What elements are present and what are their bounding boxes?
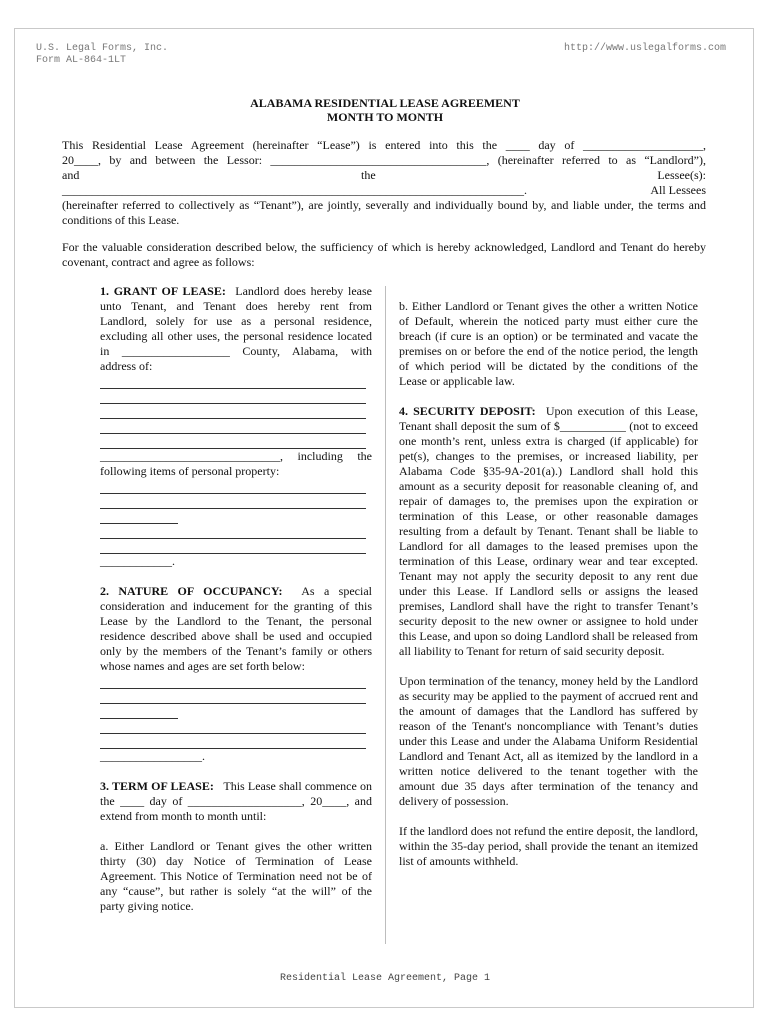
- right-column: [399, 299, 698, 869]
- header-url[interactable]: http://www.uslegalforms.com: [563, 43, 726, 54]
- left-column: [100, 284, 372, 914]
- intro-the: the: [361, 168, 376, 182]
- occupant-line: [100, 689, 366, 704]
- address-line: [100, 434, 366, 449]
- section-1-heading: 1. GRANT OF LEASE:: [100, 284, 226, 298]
- occupant-line: [100, 674, 366, 689]
- property-line: [100, 524, 366, 539]
- section-4-paragraph-3: If the landlord does not refund the entire deposit, the landlord, within the 35-day period, shall provide the tenant an itemized list of amounts withheld.: [399, 824, 698, 868]
- section-2: [100, 584, 372, 674]
- consideration-paragraph: For the valuable consideration described below, the sufficiency of which is hereby acknowledged, Landlord and Tenant do hereby covenant, contract and agree as follows:: [62, 240, 706, 269]
- section-2-text: As a special consideration and inducement for the granting of this Lease by the Landlord to the Tenant, the personal residence described above shall be used and occupied only by the members of the Tenant’s family or others whose names and ages are set forth below:: [100, 584, 372, 673]
- column-divider: [385, 286, 386, 944]
- title-line-1: ALABAMA RESIDENTIAL LEASE AGREEMENT: [250, 96, 520, 110]
- property-line: [100, 479, 366, 494]
- form-id: Form AL-864-1LT: [36, 55, 127, 66]
- section-2-end: _________________.: [100, 749, 205, 763]
- section-1-text: Landlord does hereby lease unto Tenant, and Tenant does hereby rent from Landlord, solely for use as a personal residence, excluding all other uses, the personal residence located in __________________ County, Alabama, with address of:: [100, 284, 372, 373]
- intro-line-3: [62, 168, 706, 183]
- intro-lessee-blank: _____________________________________________________________________________.: [62, 183, 527, 197]
- section-4-text: Upon execution of this Lease, Tenant shall deposit the sum of $___________ (not to exceed one month’s rent, unless extra is charged (if applicable) for pet(s), changes to the premises, or increased liability, per Alabama Code §35-9A-201(a).) Landlord shall hold this amount as a security deposit for reasonable cleaning of, and repair of damages to, the premises upon the expiration or termination of this Lease, or other reasonable damages resulting from a default by Tenant. Tenant shall be liable to Landlord for all damages to the leased premises upon the termination of this Lease, ordinary wear and tear excepted. Tenant may not apply the security deposit to any rent due under this Lease. If Landlord sells or assigns the leased premises, Landlord shall have the right to transfer Tenant’s security deposit to the new owner or assignee to hold under this Lease, and upon so doing Landlord shall be released from all liability to Tenant for return of said security deposit.: [399, 404, 699, 658]
- company-name: U.S. Legal Forms, Inc.: [36, 43, 169, 54]
- section-1-including: ______________________________, including the following items of personal property:: [100, 449, 372, 478]
- section-1-end: ____________.: [100, 554, 175, 568]
- address-line: [100, 389, 366, 404]
- section-3-text: This Lease shall commence on the ____ day of ___________________, 20____, and extend from month to month until:: [100, 779, 372, 823]
- section-4-heading: 4. SECURITY DEPOSIT:: [399, 404, 536, 418]
- property-line: [100, 494, 366, 509]
- section-3: [100, 779, 372, 824]
- section-4: [399, 404, 698, 659]
- intro-and: and: [62, 168, 80, 182]
- address-line: [100, 419, 366, 434]
- section-3-heading: 3. TERM OF LEASE:: [100, 779, 214, 793]
- occupant-line: [100, 734, 366, 749]
- section-4-paragraph-2: Upon termination of the tenancy, money held by the Landlord as security may be applied to the payment of accrued rent and the amount of damages that the Landlord has suffered by reason of the Tenant's noncompliance with Tenant’s duties under this Lease and under the Alabama Uniform Residential Landlord and Tenant Act, all as itemized by the landlord in a written notice delivered to the tenant together with the amount due 35 days after termination of the tenancy and delivery of possession.: [399, 674, 698, 808]
- property-line: [100, 539, 366, 554]
- occupant-line: [100, 719, 366, 734]
- intro-line-4: [62, 183, 706, 198]
- intro-line-1: This Residential Lease Agreement (hereinafter “Lease”) is entered into this the ____ day of ____________________,: [62, 138, 706, 152]
- intro-rest: (hereinafter referred to collectively as “Tenant”), are jointly, severally and individually bound by, and liable under, the terms and conditions of this Lease.: [62, 198, 706, 227]
- intro-line-2: 20____, by and between the Lessor: ____________________________________, (hereinafter referred to as “Landlord”),: [62, 153, 706, 167]
- intro-lessees-label: Lessee(s):: [657, 168, 706, 182]
- title-line-2: MONTH TO MONTH: [326, 110, 444, 124]
- intro-paragraph: [62, 138, 706, 228]
- address-line: [100, 404, 366, 419]
- section-3a: a. Either Landlord or Tenant gives the other written thirty (30) day Notice of Termination of Lease Agreement. This Notice of Termination need not be of any “cause”, but rather is solely “at the will” of the party giving notice.: [100, 839, 372, 913]
- page-footer: Residential Lease Agreement, Page 1: [279, 973, 491, 984]
- header-left: [36, 43, 168, 67]
- section-1: [100, 284, 372, 374]
- section-2-heading: 2. NATURE OF OCCUPANCY:: [100, 584, 283, 598]
- section-3b: b. Either Landlord or Tenant gives the other a written Notice of Default, wherein the noticed party must either cure the breach (if cure is an option) or be terminated and vacate the premises on or before the end of the notice period, the length of which period will be dictated by the conditions of the Lease or applicable law.: [399, 299, 698, 388]
- document-title: [0, 96, 770, 124]
- address-line: [100, 374, 366, 389]
- intro-all-lessees: All Lessees: [650, 183, 706, 197]
- occupant-line: [100, 704, 178, 719]
- property-line: [100, 509, 178, 524]
